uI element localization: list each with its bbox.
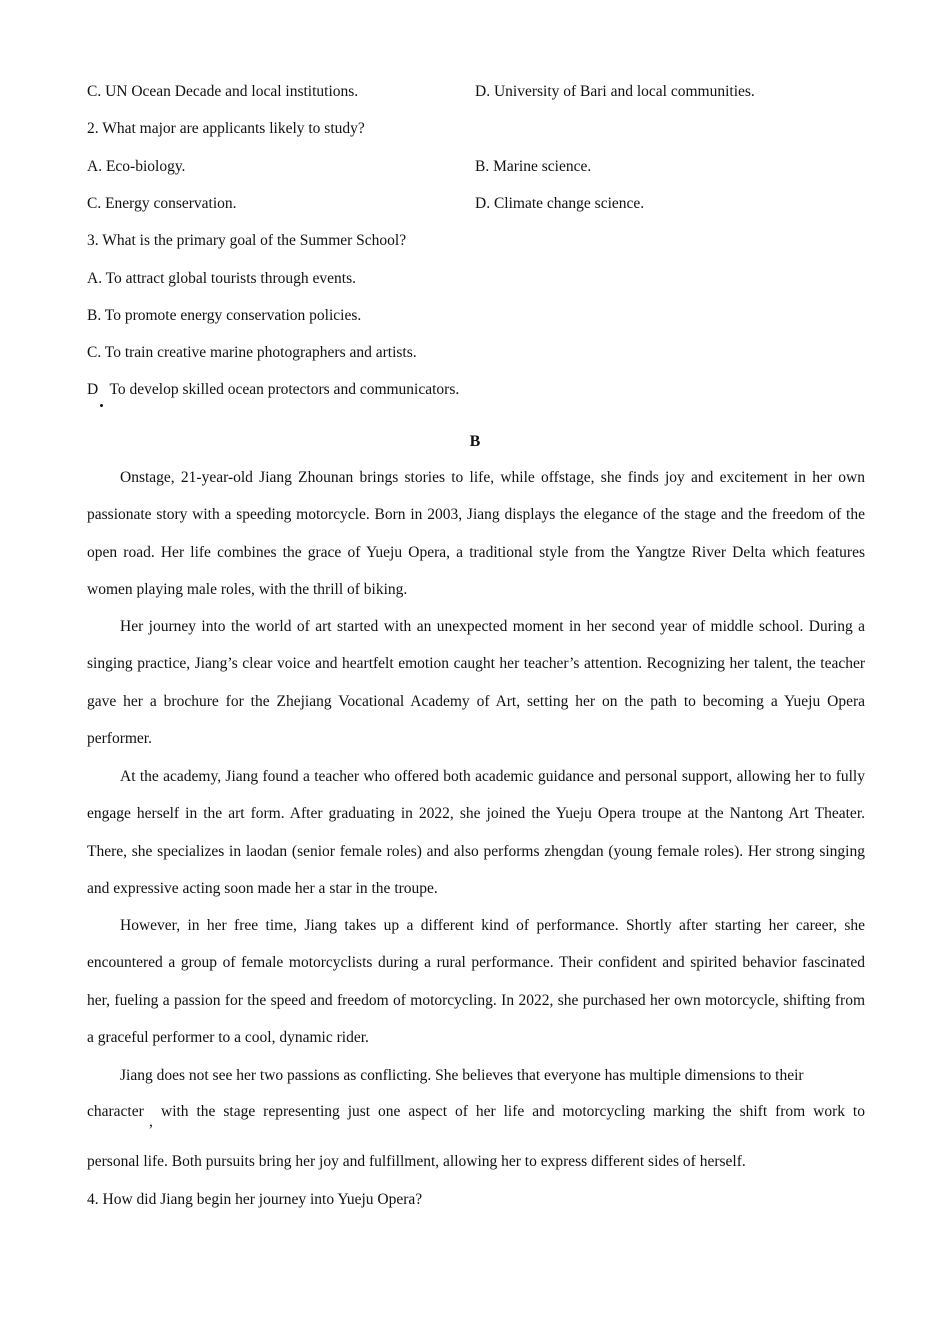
q2-options-row-cd [87, 192, 865, 216]
q1-option-c[interactable]: C. UN Ocean Decade and local institutions. [87, 83, 359, 100]
passage-paragraph-3: At the academy, Jiang found a teacher who offered both academic guidance and personal support, allowing her to fully engage herself in the art form. After graduating in 2022, she joined the Yueju Opera troupe at the Nantong Art Theater. There, she specializes in laodan (senior female roles) and also performs zhengdan (young female roles). Her strong singing and expressive acting soon made her a star in the troupe. [87, 768, 865, 897]
q2-option-b[interactable]: B. Marine science. [475, 158, 592, 175]
q2-option-d[interactable]: D. Climate change science. [475, 195, 645, 212]
line-2-start: character [87, 1103, 144, 1120]
q3-option-a[interactable]: A. To attract global tourists through events. [87, 270, 356, 287]
passage-paragraph-2: Her journey into the world of art started with an unexpected moment in her second year of middle school. During a singing practice, Jiang’s clear voice and heartfelt emotion caught her teacher’s attention. Recognizing her talent, the teacher gave her a brochure for the Zhejiang Vocational Academy of Art, setting her on the path to becoming a Yueju Opera performer. [87, 618, 865, 747]
line-2-rest: with the stage representing just one aspect of her life and motorcycling marking the shift from work to [161, 1103, 865, 1120]
passage-paragraph-4: However, in her free time, Jiang takes up a different kind of performance. Shortly after starting her career, she encountered a group of female motorcyclists during a rural performance. Their confident and spirited behavior fascinated her, fueling a passion for the speed and freedom of motorcycling. In 2022, she purchased her own motorcycle, shifting from a graceful performer to a cool, dynamic rider. [87, 917, 865, 1046]
passage-paragraph-5-line-3: personal life. Both pursuits bring her joy and fulfillment, allowing her to express different sides of herself. [87, 1153, 746, 1170]
q2-option-c[interactable]: C. Energy conservation. [87, 195, 237, 212]
passage-paragraph-5-line-2 [87, 1100, 865, 1130]
passage-paragraph-5-line-1: Jiang does not see her two passions as conflicting. She believes that everyone has multiple dimensions to their [120, 1067, 804, 1084]
q2-option-a[interactable]: A. Eco-biology. [87, 158, 186, 175]
q1-option-d[interactable]: D. University of Bari and local communities. [475, 83, 755, 100]
stray-dot-mark [100, 404, 103, 407]
q3-option-d[interactable]: D To develop skilled ocean protectors and communicators. [87, 381, 460, 398]
q2-stem: 2. What major are applicants likely to study? [87, 120, 365, 137]
passage-paragraph-1: Onstage, 21-year-old Jiang Zhounan brings stories to life, while offstage, she finds joy and excitement in her own passionate story with a speeding motorcycle. Born in 2003, Jiang displays the elegance of the stage and the freedom of the open road. Her life combines the grace of Yueju Opera, a traditional style from the Yangtze River Delta which features women playing male roles, with the thrill of biking. [87, 469, 865, 598]
line-2-comma: , [149, 1113, 153, 1130]
section-b-title: B [469, 433, 481, 450]
q1-options-row-cd [87, 80, 865, 104]
q3-stem: 3. What is the primary goal of the Summer School? [87, 232, 407, 249]
q3-option-b[interactable]: B. To promote energy conservation policies. [87, 307, 362, 324]
q2-options-row-ab [87, 155, 865, 179]
q4-stem: 4. How did Jiang begin her journey into Yueju Opera? [87, 1191, 423, 1208]
q3-option-c[interactable]: C. To train creative marine photographers and artists. [87, 344, 417, 361]
